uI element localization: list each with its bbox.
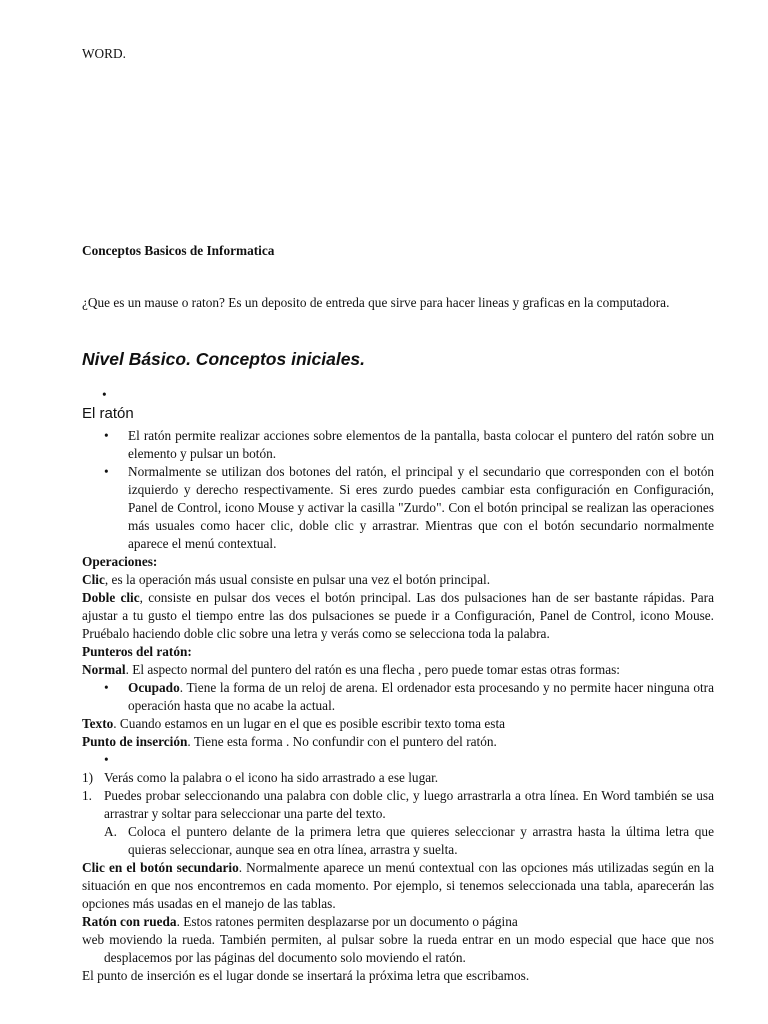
subsection-heading: El ratón	[82, 405, 134, 422]
list-item	[82, 463, 714, 553]
empty-bullet-line	[82, 751, 714, 769]
bullet-marker: •	[104, 752, 109, 767]
numbered-item: 1. Puedes probar seleccionando una palabra con doble clic, y luego arrastrarla a otra línea. En Word también se usa arrastrar y soltar para seleccionar una parte del texto.	[82, 788, 714, 821]
bullet-marker: •	[104, 680, 109, 695]
doble-clic-paragraph: Doble clic, consiste en pulsar dos veces el botón principal. Las dos pulsaciones han de ser bastante rápidas. Para ajustar a tu gusto el tiempo entre las dos pulsaciones se puede ir a Configuración, Panel de Control, icono Mouse. Pruébalo haciendo doble clic sobre una letra y verás como se selecciona toda la palabra.	[82, 590, 715, 641]
numbered-item: 1) Verás como la palabra o el icono ha sido arrastrado a ese lugar.	[82, 770, 439, 785]
list-marker: 1)	[82, 770, 94, 785]
insercion-paragraph: Punto de inserción. Tiene esta forma . No confundir con el puntero del ratón.	[82, 734, 497, 749]
clic-term: Clic	[82, 572, 105, 587]
normal-term: Normal	[82, 662, 126, 677]
bullet-marker: •	[104, 464, 109, 479]
section-heading: Nivel Básico. Conceptos iniciales.	[82, 349, 366, 369]
rueda-continuation: web moviendo la rueda. También permiten, al pulsar sobre la rueda entrar en un modo especial que hace que nos desplacemos por las páginas del documento solo moviendo el ratón.	[82, 932, 714, 965]
header-word: WORD.	[82, 46, 126, 61]
bullet-marker: •	[104, 428, 109, 443]
normal-paragraph: Normal. El aspecto normal del puntero del ratón es una flecha , pero puede tomar estas otras formas:	[82, 662, 620, 677]
secundario-paragraph: Clic en el botón secundario. Normalmente aparece un menú contextual con las opciones más utilizadas según en la situación en que nos encontremos en cada momento. Por ejemplo, si tenemos seleccionada una tabla, aparecerán las opciones más usadas en el manejo de las tablas.	[82, 860, 715, 911]
texto-paragraph: Texto. Cuando estamos en un lugar en el que es posible escribir texto toma esta	[82, 716, 506, 731]
list-item: • Ocupado. Tiene la forma de un reloj de arena. El ordenador esta procesando y no permite hacer ninguna otra operación hasta que no acabe la actual.	[104, 680, 714, 713]
texto-term: Texto	[82, 716, 114, 731]
final-paragraph: El punto de inserción es el lugar donde se insertará la próxima letra que escribamos.	[82, 968, 530, 983]
insercion-term: Punto de inserción	[82, 734, 188, 749]
empty-bullet: •	[102, 387, 107, 402]
list-item	[82, 427, 714, 463]
rueda-term: Ratón con rueda	[82, 914, 177, 929]
document-title: Conceptos Basicos de Informatica	[82, 243, 275, 258]
secundario-term: Clic en el botón secundario	[82, 860, 239, 875]
list-item-text: Normalmente se utilizan dos botones del ratón, el principal y el secundario que corresponden con el botón izquierdo y derecho respectivamente. Si eres zurdo puedes cambiar esta configuración en Configuración, Panel de Control, icono Mouse y activar la casilla "Zurdo". Con el botón principal se realizan las operaciones más usuales como hacer clic, doble clic y arrastrar. Mientras que con el botón secundario normalmente aparece el menú contextual.	[128, 464, 714, 551]
main-content	[82, 427, 714, 985]
operaciones-heading: Operaciones:	[82, 554, 158, 569]
intro-paragraph: ¿Que es un mause o raton? Es un deposito de entreda que sirve para hacer lineas y graficas en la computadora.	[82, 295, 670, 310]
doble-clic-term: Doble clic	[82, 590, 140, 605]
list-marker: A.	[104, 824, 117, 839]
list-item-text: El ratón permite realizar acciones sobre elementos de la pantalla, basta colocar el puntero del ratón sobre un elemento y pulsar un botón.	[128, 428, 714, 461]
ocupado-list	[82, 679, 714, 715]
list-marker: 1.	[82, 788, 92, 803]
clic-paragraph: Clic, es la operación más usual consiste en pulsar una vez el botón principal.	[82, 572, 491, 587]
lettered-item: A. Coloca el puntero delante de la primera letra que quieres seleccionar y arrastra hasta la última letra que quieras seleccionar, aunque sea en otra línea, arrastra y suelta.	[104, 824, 714, 857]
ocupado-term: Ocupado	[128, 680, 180, 695]
punteros-heading: Punteros del ratón:	[82, 644, 192, 659]
rueda-paragraph: Ratón con rueda. Estos ratones permiten desplazarse por un documento o página	[82, 914, 518, 929]
raton-bullet-list	[82, 427, 714, 553]
